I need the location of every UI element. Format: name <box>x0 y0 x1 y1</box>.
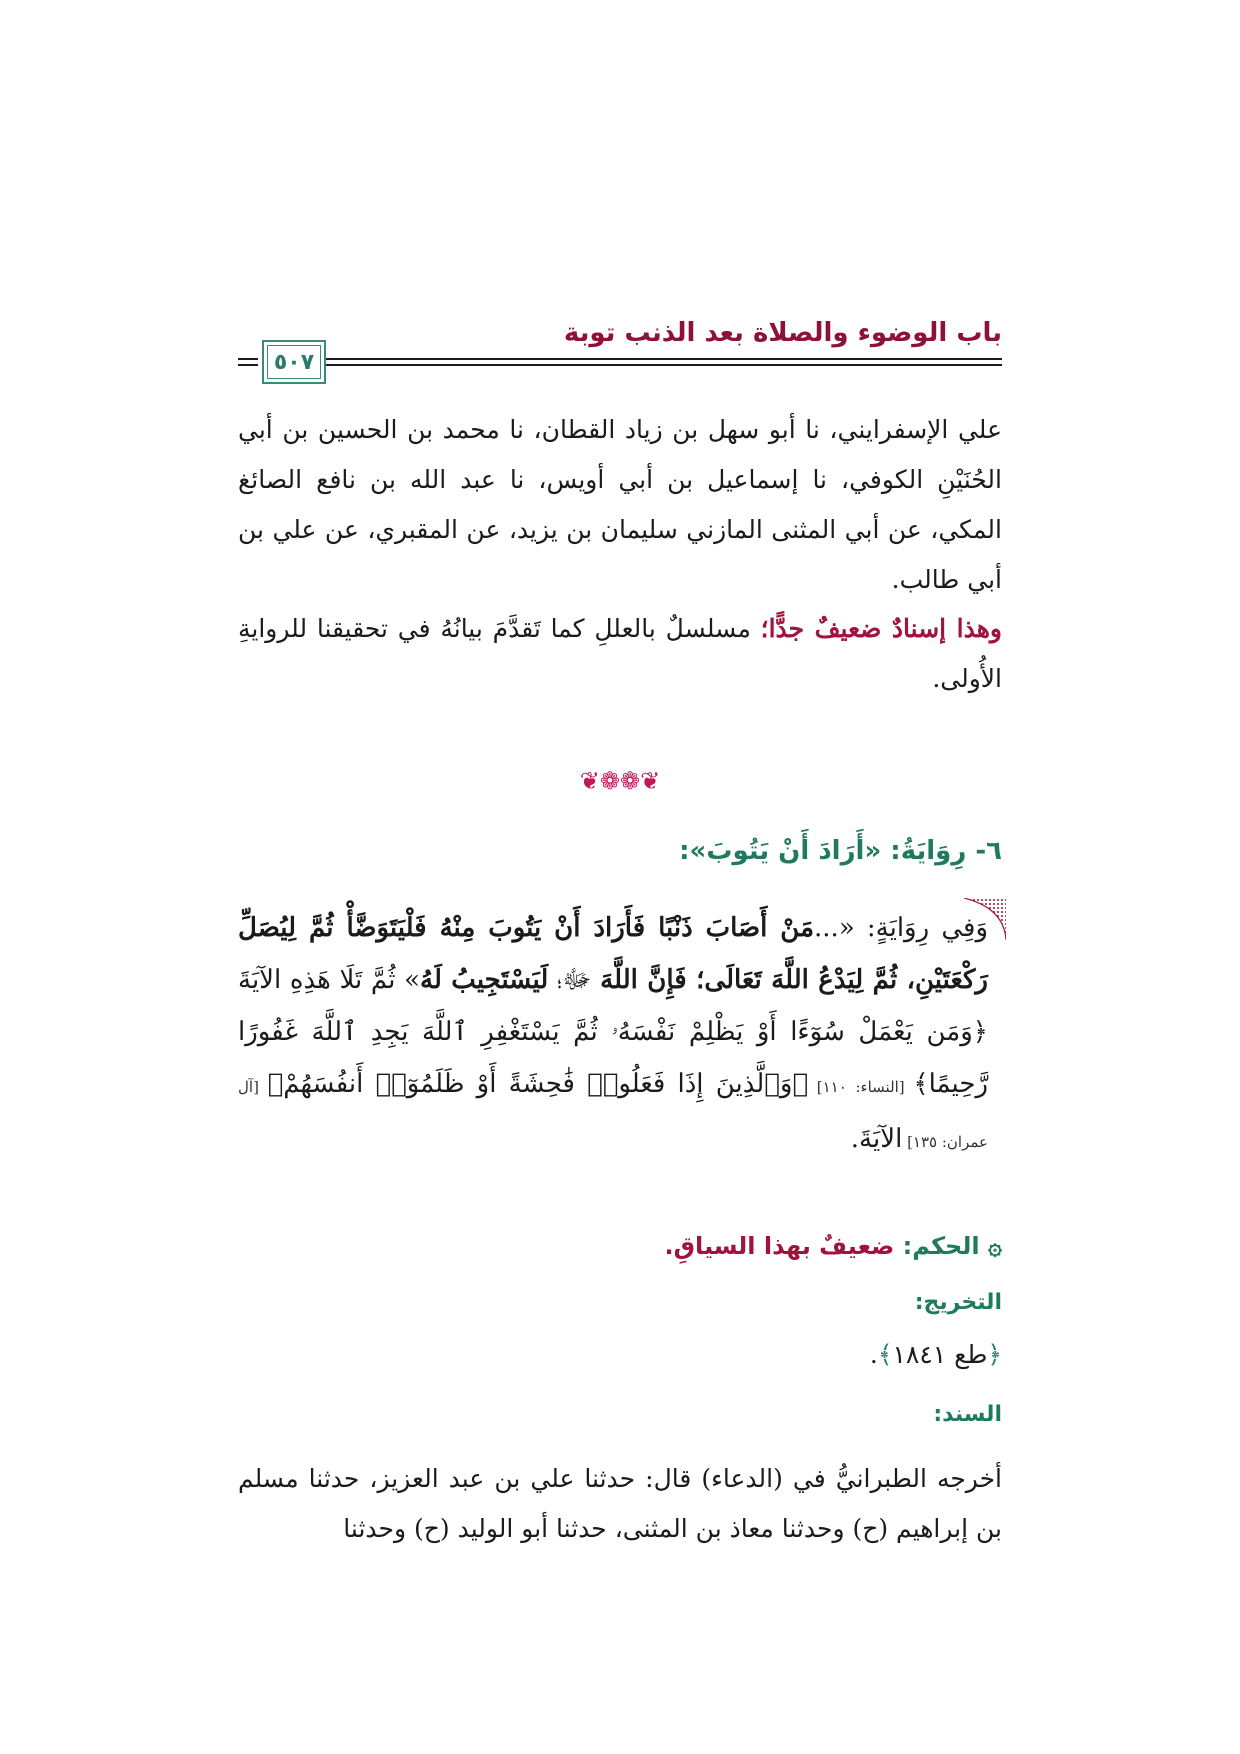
hadith-matn: لَيَسْتَجِيبُ لَهُ <box>420 965 549 995</box>
sanad-heading: السند: <box>933 1402 1002 1427</box>
bracket-close: ﴾ <box>877 1340 893 1369</box>
header-rule <box>326 358 1002 360</box>
hadith-matn: مَنْ أَصَابَ ذَنْبًا فَأَرَادَ أَنْ يَتُوبَ مِنْهُ فَلْيَتَوَضَّأْ ثُمَّ لِيُصَلِّ رَكْعَتَيْنِ، ثُمَّ لِيَدْعُ اللَّهَ تَعَالَى؛ فَإِنَّ اللَّهَ <box>238 913 988 995</box>
quran-verse: ﴿وَمَن يَعْمَلْ سُوٓءًا أَوْ يَظْلِمْ نَفْسَهُۥ ثُمَّ يَسْتَغْفِرِ ٱللَّهَ يَجِدِ ٱللَّهَ غَفُورًا رَّحِيمًا﴾ <box>238 1017 989 1099</box>
sanad-paragraph: أخرجه الطبرانيُّ في (الدعاء) قال: حدثنا علي بن عبد العزيز، حدثنا مسلم بن إبراهيم (ح) وحدثنا معاذ بن المثنى، حدثنا أبو الوليد (ح) وحدثنا <box>238 1464 1002 1543</box>
takhrij-code: طع ١٨٤١ <box>892 1340 988 1369</box>
hadith-after: » ثُمَّ تَلَا هَذِهِ الآيَةَ <box>238 965 420 995</box>
header-rule <box>238 364 258 366</box>
verse-reference: [آل عمران: ١٣٥] <box>238 1078 988 1151</box>
isnad-verdict-paragraph <box>238 604 1002 704</box>
chapter-title: باب الوضوء والصلاة بعد الذنب توبة <box>563 318 1002 348</box>
ruling-label: الحكم: <box>902 1232 980 1260</box>
hadith-text <box>238 902 988 1168</box>
hadith-ending: الآيَةَ. <box>850 1124 903 1154</box>
section-heading: ٦- رِوَايَةُ: «أَرَادَ أَنْ يَتُوبَ»: <box>679 836 1002 866</box>
bracket-open: ﴿ <box>987 1340 1002 1369</box>
ruling-line <box>664 1232 1002 1260</box>
quran-verse: ﴿وَٱلَّذِينَ إِذَا فَعَلُوا۟ فَٰحِشَةً أَوْ ظَلَمُوٓا۟ أَنفُسَهُمْ﴾ <box>267 1069 809 1099</box>
header-rule <box>238 358 258 360</box>
takhrij-reference: ﴿طع ١٨٤١﴾. <box>869 1340 1002 1369</box>
header-rule <box>326 364 1002 366</box>
verse-reference: [النساء: ١١٠] <box>808 1078 914 1096</box>
page-header <box>238 318 1002 390</box>
page-number: ٥٠٧ <box>273 349 315 375</box>
isnad-paragraph: علي الإسفرايني، نا أبو سهل بن زياد القطان، نا محمد بن الحسين بن أبي الحُنَيْنِ الكوفي، نا إسماعيل بن أبي أويس، نا عبد الله بن نافع الصائغ المكي، عن أبي المثنى المازني سليمان بن يزيد، عن المقبري، عن علي بن أبي طالب. <box>238 415 1002 594</box>
verdict-text: مسلسلٌ بالعللِ كما تَقدَّمَ بيانُهُ في تحقيقنا للروايةِ الأُولى. <box>238 614 1002 693</box>
ruling-star-icon: ۞ <box>987 1232 1002 1260</box>
page-number-frame <box>262 340 326 384</box>
ruling-value: ضعيفٌ بهذا السياقِ. <box>664 1232 903 1260</box>
section-divider-ornament: ❦❁❁❦ <box>579 767 661 795</box>
verdict-highlight: وهذا إسنادٌ ضعيفٌ جدًّا؛ <box>760 614 1002 643</box>
honorific: ﷻ؛ <box>548 965 601 995</box>
hadith-intro: وَفِي رِوَايَةٍ: «... <box>814 913 988 943</box>
takhrij-heading: التخريج: <box>914 1290 1002 1315</box>
